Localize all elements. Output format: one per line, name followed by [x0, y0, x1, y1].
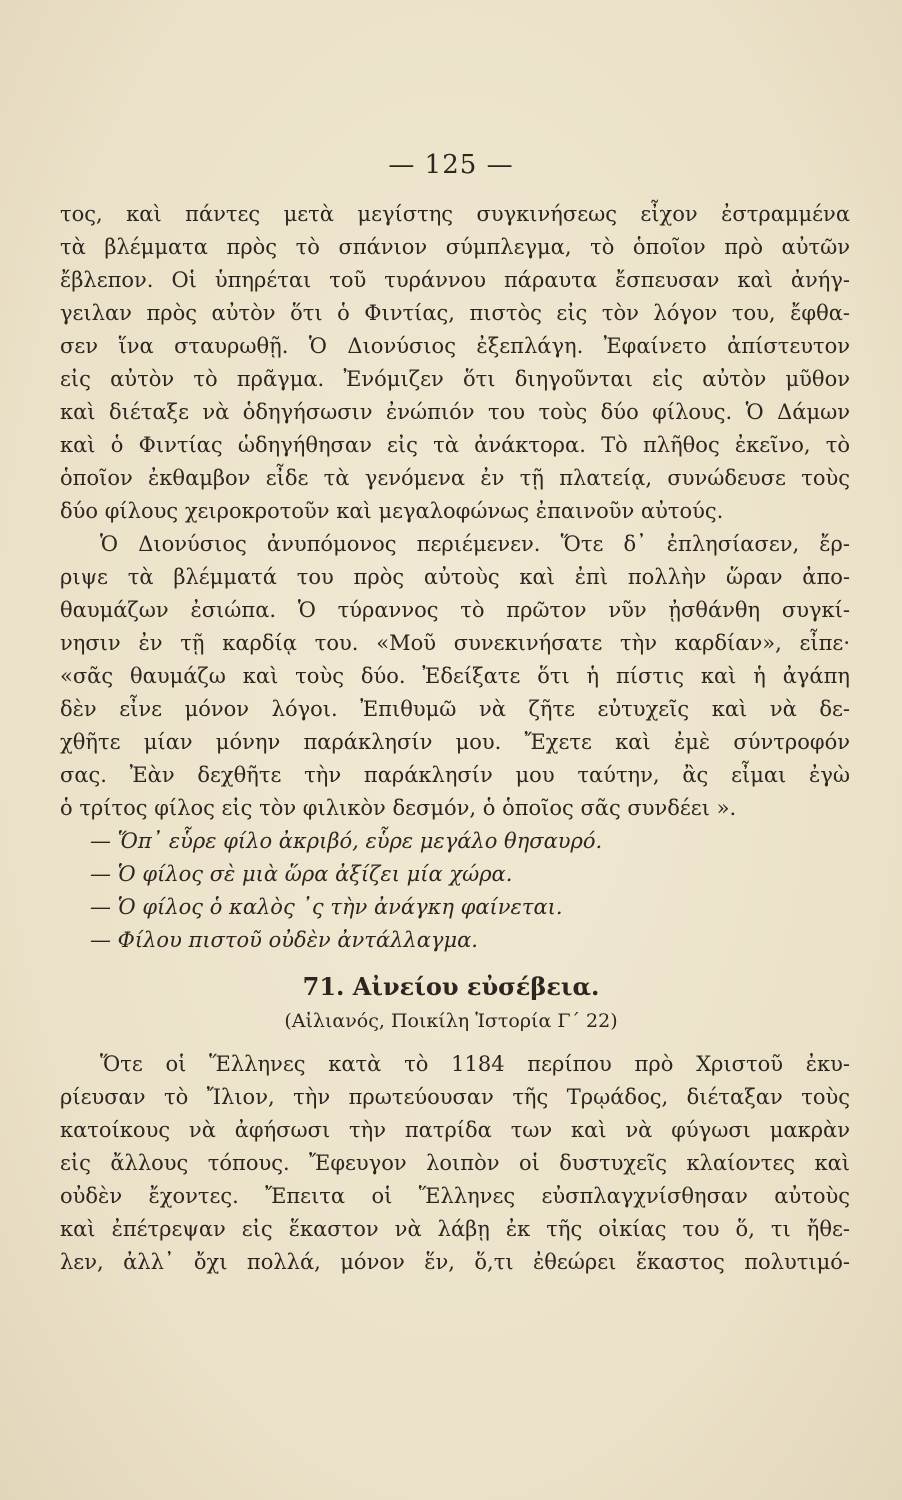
text-line: λεν, ἀλλ᾽ ὄχι πολλά, μόνον ἕν, ὅ,τι ἐθεώρει ἕκαστος πολυτιμό- [60, 1250, 850, 1274]
proverbs-list [60, 825, 850, 957]
text-line: τὰ βλέμματα πρὸς τὸ σπάνιον σύμπλεγμα, τὸ ὁποῖον πρὸ αὐτῶν [60, 235, 850, 259]
proverb: — Ὁ φίλος σὲ μιὰ ὥρα ἀξίζει μία χώρα. [90, 862, 513, 886]
text-line: οὐδὲν ἔχοντες. Ἔπειτα οἱ Ἕλληνες εὐσπλαγχνίσθησαν αὐτοὺς [60, 1184, 850, 1208]
proverb: — Ὅπ᾽ εὗρε φίλο ἀκριβό, εὗρε μεγάλο θησαυρό. [90, 829, 603, 853]
text-line: ἔβλεπον. Οἱ ὑπηρέται τοῦ τυράννου πάραυτα ἔσπευσαν καὶ ἀνήγ- [60, 268, 850, 292]
text-line: Ὅτε οἱ Ἕλληνες κατὰ τὸ 1184 περίπου πρὸ Χριστοῦ ἐκυ- [100, 1052, 850, 1076]
paragraph-2 [60, 528, 850, 825]
proverb: — Φίλου πιστοῦ οὐδὲν ἀντάλλαγμα. [90, 928, 478, 952]
text-line: γειλαν πρὸς αὐτὸν ὅτι ὁ Φιντίας, πιστὸς εἰς τὸν λόγον του, ἔφθα- [60, 301, 850, 325]
text-line: σεν ἵνα σταυρωθῇ. Ὁ Διονύσιος ἐξεπλάγη. Ἐφαίνετο ἀπίστευτον [60, 334, 850, 358]
text-line: Ὁ Διονύσιος ἀνυπόμονος περιέμενεν. Ὅτε δ᾽ ἐπλησίασεν, ἔρ- [100, 532, 850, 556]
text-line: κατοίκους νὰ ἀφήσωσι τὴν πατρίδα των καὶ νὰ φύγωσι μακρὰν [60, 1118, 850, 1142]
text-line: καὶ ὁ Φιντίας ὡδηγήθησαν εἰς τὰ ἀνάκτορα. Τὸ πλῆθος ἐκεῖνο, τὸ [60, 433, 850, 457]
section-source: (Αἰλιανός, Ποικίλη Ἱστορία Γ´ 22) [284, 1010, 618, 1032]
text-line: νησιν ἐν τῇ καρδίᾳ του. «Μοῦ συνεκινήσατε τὴν καρδίαν», εἶπε· [60, 631, 850, 655]
text-line: ὁποῖον ἐκθαμβον εἶδε τὰ γενόμενα ἐν τῇ πλατείᾳ, συνώδευσε τοὺς [60, 466, 850, 490]
proverb: — Ὁ φίλος ὁ καλὸς ᾽ς τὴν ἀνάγκη φαίνεται. [90, 895, 563, 919]
text-line: ὁ τρίτος φίλος εἰς τὸν φιλικὸν δεσμόν, ὁ ὁποῖος σᾶς συνδέει ». [60, 796, 737, 820]
text-line: ριψε τὰ βλέμματά του πρὸς αὐτοὺς καὶ ἐπὶ πολλὴν ὥραν ἀπο- [60, 565, 850, 589]
section-heading: 71. Αἰνείου εὐσέβεια. [302, 972, 600, 1001]
text-line: εἰς ἄλλους τόπους. Ἔφευγον λοιπὸν οἱ δυστυχεῖς κλαίοντες καὶ [60, 1151, 850, 1175]
text-line: χθῆτε μίαν μόνην παράκλησίν μου. Ἔχετε καὶ ἐμὲ σύντροφόν [60, 730, 850, 754]
text-line: θαυμάζων ἐσιώπα. Ὁ τύραννος τὸ πρῶτον νῦν ᾐσθάνθη συγκί- [60, 598, 850, 622]
text-line: «σᾶς θαυμάζω καὶ τοὺς δύο. Ἐδείξατε ὅτι ἡ πίστις καὶ ἡ ἀγάπη [60, 664, 850, 688]
page-number: — 125 — [388, 150, 514, 180]
text-line: τος, καὶ πάντες μετὰ μεγίστης συγκινήσεως εἶχον ἐστραμμένα [60, 202, 850, 226]
text-line: καὶ ἐπέτρεψαν εἰς ἕκαστον νὰ λάβῃ ἐκ τῆς οἰκίας του ὅ, τι ἤθε- [60, 1217, 850, 1241]
text-line: δύο φίλους χειροκροτοῦν καὶ μεγαλοφώνως ἐπαινοῦν αὐτούς. [60, 499, 724, 523]
text-line: σας. Ἐὰν δεχθῆτε τὴν παράκλησίν μου ταύτην, ἂς εἶμαι ἐγὼ [60, 763, 850, 787]
text-line: εἰς αὐτὸν τὸ πρᾶγμα. Ἐνόμιζεν ὅτι διηγοῦνται εἰς αὐτὸν μῦθον [60, 367, 850, 391]
text-line: καὶ διέταξε νὰ ὁδηγήσωσιν ἐνώπιόν του τοὺς δύο φίλους. Ὁ Δάμων [60, 400, 850, 424]
paragraph-1 [60, 198, 850, 528]
paragraph-3 [60, 1048, 850, 1279]
text-line: δὲν εἶνε μόνον λόγοι. Ἐπιθυμῶ νὰ ζῆτε εὐτυχεῖς καὶ νὰ δε- [60, 697, 850, 721]
text-line: ρίευσαν τὸ Ἴλιον, τὴν πρωτεύουσαν τῆς Τρῳάδος, διέταξαν τοὺς [60, 1085, 850, 1109]
